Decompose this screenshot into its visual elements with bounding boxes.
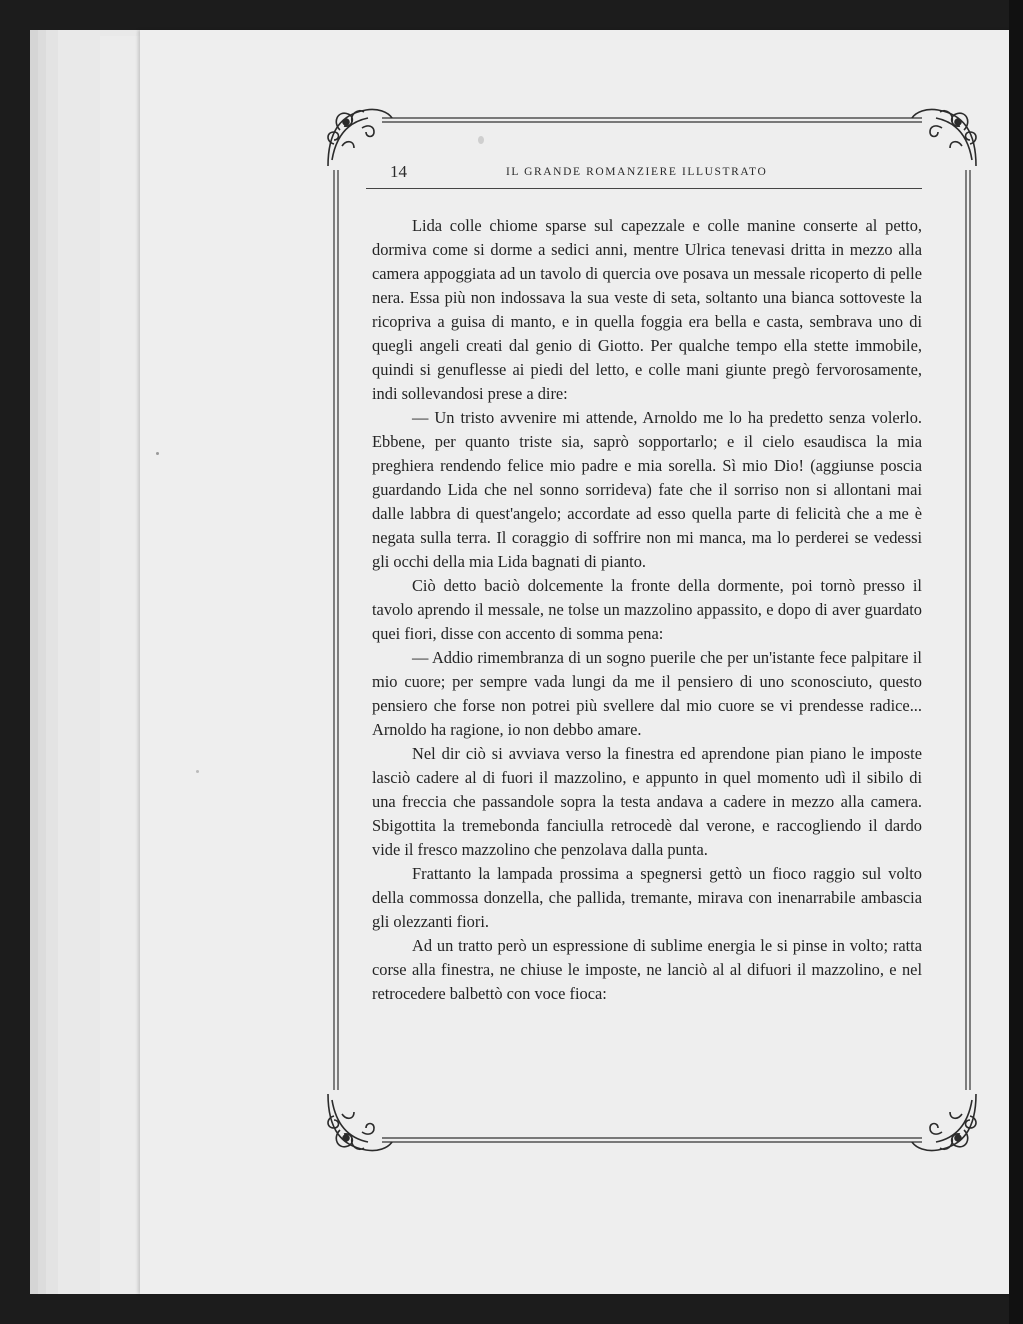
- running-title: IL GRANDE ROMANZIERE ILLUSTRATO: [506, 166, 768, 178]
- scan-speck: [196, 770, 199, 773]
- paragraph: Frattanto la lampada prossima a spegnersi gettò un fioco raggio sul volto della commossa donzella, che pallida, tremante, mirava con inenarrabile ambascia gli olezzanti fiori.: [372, 864, 922, 931]
- paragraph: Ciò detto baciò dolcemente la fronte della dormente, poi tornò presso il tavolo aprendo il messale, ne tolse un mazzolino appassito, e dopo di aver guardato quei fiori, disse con accento di somma pena:: [372, 576, 922, 643]
- scan-border: [1009, 0, 1023, 1324]
- paragraph: Ad un tratto però un espressione di sublime energia le si pinse in volto; ratta corse alla finestra, ne chiuse le imposte, ne lanciò al al difuori il mazzolino, e nel retrocedere balbettò con voce fioca:: [372, 936, 922, 1003]
- paragraph: Nel dir ciò si avviava verso la finestra ed aprendone pian piano le imposte lasciò cadere al di fuori il mazzolino, e appunto in quel momento udì il sibilo di una freccia che passandole sopra la testa andava a cadere in mezzo alla camera. Sbigottita la tremebonda fanciulla retrocedè dal verone, e raccogliendo il dardo vide il fresco mazzolino che penzolava dalla punta.: [372, 744, 922, 859]
- paragraph: Lida colle chiome sparse sul capezzale e colle manine conserte al petto, dormiva come si dorme a sedici anni, mentre Ulrica tenevasi dritta in mezzo alla camera appoggiata ad un tavolo di quercia ove posava un messale ricoperto di pelle nera. Essa più non indossava la sua veste di seta, soltanto una bianca sottoveste la ricopriva a guisa di manto, e in quella foggia era bella e casta, sembrava uno di quegli angeli creati dal genio di Giotto. Per qualche tempo ella stette immobile, quindi si genuflesse ai piedi del letto, e colle mani giunte pregò fervorosamente, indi sollevandosi prese a dire:: [372, 216, 922, 403]
- scan-speck: [478, 136, 484, 144]
- running-head: [366, 160, 922, 189]
- paragraph: — Addio rimembranza di un sogno puerile che per un'istante fece palpitare il mio cuore; per sempre vada lungi da me il pensiero di uno sconosciuto, questo pensiero che forse non potrei più svellere dal mio cuore se vi prendesse radice... Arnoldo ha ragione, io non debbo amare.: [372, 648, 922, 739]
- page-number: 14: [390, 162, 407, 181]
- paragraph: — Un tristo avvenire mi attende, Arnoldo me lo ha predetto senza volerlo. Ebbene, per quanto triste sia, saprò sopportarlo; e il cielo esaudisca la mia preghiera rendendo felice mio padre e mia sorella. Sì mio Dio! (aggiunse poscia guardando Lida che nel sonno sorrideva) fate che il sorriso non si allontani mai dalle labbra di quest'angelo; accordate ad esso quella parte di felicità che a me è negata sulla terra. Il coraggio di soffrire non mi manca, ma lo perderei se vedessi gli occhi della mia Lida bagnati di pianto.: [372, 408, 922, 571]
- scan-speck: [156, 452, 159, 455]
- body-text: [372, 214, 922, 1114]
